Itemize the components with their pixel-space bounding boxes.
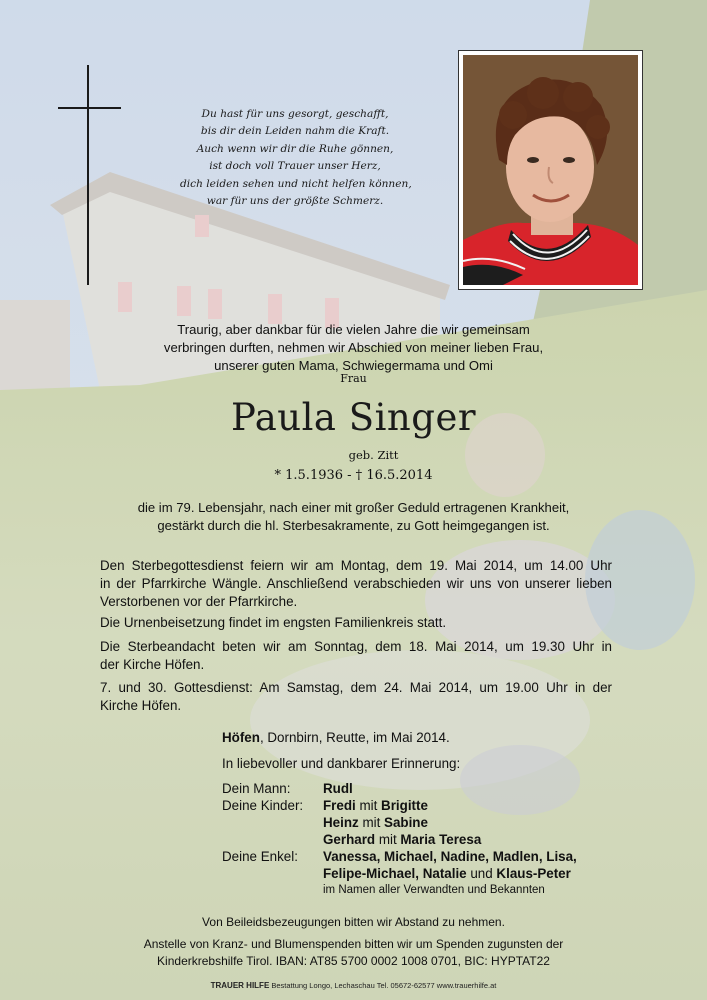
child-partner: Brigitte: [381, 798, 428, 813]
place-bold: Höfen: [222, 730, 260, 745]
child-name: Gerhard: [323, 832, 376, 847]
remembrance: In liebevoller und dankbarer Erinnerung:: [222, 756, 461, 771]
relatives-note: im Namen aller Verwandten und Bekannten: [323, 884, 545, 896]
child-conj: mit: [355, 798, 382, 813]
child-conj: mit: [375, 832, 401, 847]
grandchildren-names: Vanessa, Michael, Nadine, Madlen, Lisa,: [323, 849, 577, 864]
intro-line: unserer guten Mama, Schwiegermama und Omi: [214, 358, 493, 373]
funeral-line: in der Pfarrkirche Wängle. Anschließend verabschieden wir uns von unserer lieben: [100, 576, 612, 591]
footer: [0, 981, 707, 990]
prayer-line: Die Sterbeandacht beten wir am Sonntag, dem 18. Mai 2014, um 19.30 Uhr in: [100, 639, 612, 654]
child-partner: Sabine: [384, 815, 428, 830]
poem: [180, 106, 410, 210]
poem-line: war für uns der größte Schmerz.: [206, 195, 384, 208]
passing-text: [110, 499, 597, 535]
child-row: [323, 814, 428, 831]
intro-text: [120, 321, 587, 375]
funeral-info: [100, 557, 612, 611]
poem-line: dich leiden sehen und nicht helfen können,: [180, 177, 412, 190]
life-dates: * 1.5.1936 - † 16.5.2014: [274, 468, 433, 483]
grandchildren-conj: und: [466, 866, 497, 881]
husband-name: Rudl: [323, 781, 353, 796]
child-conj: mit: [358, 815, 385, 830]
child-row: [323, 831, 481, 848]
grandchildren-names: Felipe-Michael, Natalie: [323, 866, 467, 881]
donation-line: Anstelle von Kranz- und Blumenspenden bitten wir um Spenden zugunsten der: [143, 937, 564, 951]
poem-line: Auch wenn wir dir die Ruhe gönnen,: [196, 142, 394, 155]
birth-name: geb. Zitt: [348, 448, 399, 462]
condolence-note: Von Beileidsbezeugungen bitten wir Abstand zu nehmen.: [202, 915, 505, 929]
grandchildren-label: Deine Enkel:: [222, 849, 298, 864]
intro-line: Traurig, aber dankbar für die vielen Jahre die wir gemeinsam: [177, 322, 530, 337]
mass-line: Kirche Höfen.: [100, 698, 182, 713]
child-row: [323, 797, 428, 814]
child-partner: Maria Teresa: [400, 832, 482, 847]
urn-info: [100, 614, 612, 632]
passing-line: gestärkt durch die hl. Sterbesakramente, zu Gott heimgegangen ist.: [157, 518, 550, 533]
cross-icon-bar: [58, 107, 121, 109]
place-date: [222, 729, 450, 747]
salutation: Frau: [340, 372, 367, 385]
poem-line: bis dir dein Leiden nahm die Kraft.: [200, 125, 390, 138]
place-rest: , Dornbirn, Reutte, im Mai 2014.: [259, 730, 450, 745]
poem-line: Du hast für uns gesorgt, geschafft,: [201, 108, 389, 120]
prayer-info: [100, 638, 612, 674]
husband-label: Dein Mann:: [222, 781, 291, 796]
footer-text: Bestattung Longo, Lechaschau Tel. 05672-62577 www.trauerhilfe.at: [269, 981, 497, 990]
intro-line: verbringen durften, nehmen wir Abschied von meiner lieben Frau,: [163, 340, 544, 355]
deceased-name: Paula Singer: [230, 396, 477, 439]
footer-brand: TRAUER HILFE: [210, 981, 270, 990]
grandchildren-row: [323, 865, 571, 882]
mass-line: 7. und 30. Gottesdienst: Am Samstag, dem 24. Mai 2014, um 19.00 Uhr in der: [100, 680, 612, 695]
poem-line: ist doch voll Trauer unser Herz,: [209, 160, 381, 173]
donation-note: [0, 936, 707, 970]
donation-line: Kinderkrebshilfe Tirol. IBAN: AT85 5700 0002 1008 0701, BIC: HYPTAT22: [157, 954, 550, 968]
urn-line: Die Urnenbeisetzung findet im engsten Familienkreis statt.: [100, 615, 447, 630]
mass-info: [100, 679, 612, 715]
funeral-line: Den Sterbegottesdienst feiern wir am Montag, dem 19. Mai 2014, um 14.00 Uhr: [100, 558, 612, 573]
cross-icon: [87, 65, 89, 285]
portrait-photo: [458, 50, 643, 290]
child-name: Heinz: [323, 815, 359, 830]
prayer-line: der Kirche Höfen.: [100, 657, 205, 672]
funeral-line: Verstorbenen vor der Pfarrkirche.: [100, 594, 298, 609]
child-name: Fredi: [323, 798, 356, 813]
passing-line: die im 79. Lebensjahr, nach einer mit großer Geduld ertragenen Krankheit,: [137, 500, 570, 515]
grandchildren-names: Klaus-Peter: [496, 866, 571, 881]
children-label: Deine Kinder:: [222, 798, 304, 813]
